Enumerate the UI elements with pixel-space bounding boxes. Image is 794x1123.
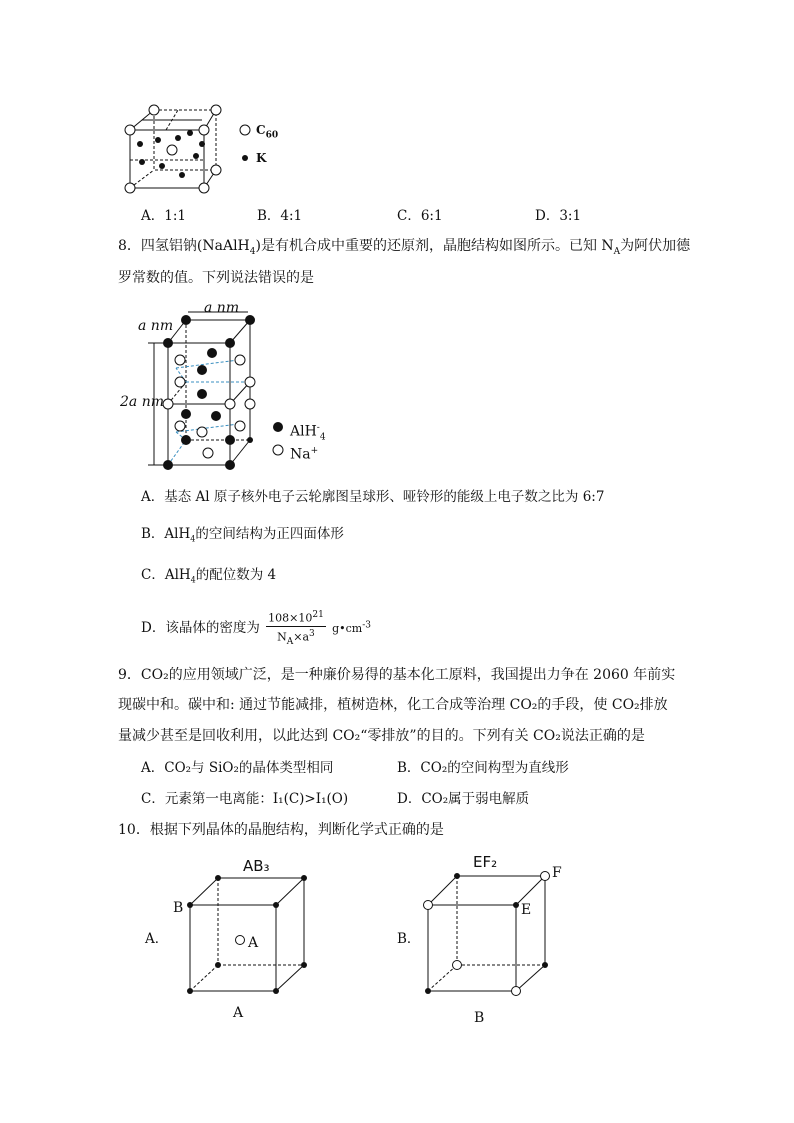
- q7-option-c[interactable]: C．6:1: [397, 208, 443, 224]
- q9-option-c[interactable]: C．元素第一电离能：I₁(C)>I₁(O): [141, 791, 349, 807]
- q7-crystal-figure: [118, 100, 358, 200]
- q8-density-fraction: $\frac{108\times 10^{21}}{N_A\times a^3}$: [268, 610, 324, 647]
- q7-legend-c60: $C_{60}$: [256, 123, 279, 141]
- q8-option-d[interactable]: D．该晶体的密度为 $\frac{108\times 10^{21}}{N_A\times a^3}$ $g•cm^{-3}$: [141, 610, 371, 647]
- q10-a-label-b: B: [173, 900, 184, 916]
- q8-label-a-top: a nm: [204, 300, 240, 316]
- q10-option-b[interactable]: B．: [397, 931, 421, 947]
- q9-stem-line1: 9．CO₂的应用领域广泛，是一种廉价易得的基本化工原料，我国提出力争在 2060 年前实: [118, 667, 676, 683]
- q8-legend-na: Na+: [290, 446, 319, 463]
- q10-figure-b: [420, 870, 560, 1000]
- q8-option-c[interactable]: C．AlH$_4$的配位数为 4: [141, 567, 277, 585]
- q10-stem: 10．根据下列晶体的晶胞结构，判断化学式正确的是: [118, 822, 444, 838]
- q9-option-b[interactable]: B．CO₂的空间构型为直线形: [397, 760, 569, 776]
- q7-legend-k: K: [256, 151, 267, 165]
- q8-stem-line2: 罗常数的值。下列说法错误的是: [118, 270, 314, 286]
- q8-option-b[interactable]: B．AlH$_4$的空间结构为正四面体形: [141, 526, 344, 544]
- q9-option-d[interactable]: D．CO₂属于弱电解质: [397, 791, 530, 807]
- q10-a-formula: AB₃: [243, 857, 270, 875]
- q10-a-label-a-bottom: A: [233, 1005, 244, 1021]
- q7-option-a[interactable]: A．1:1: [141, 208, 186, 224]
- q8-legend-alh4: AlH-$_4$: [290, 423, 326, 443]
- q10-b-formula: EF₂: [473, 853, 498, 871]
- q10-b-label-f: F: [552, 865, 562, 881]
- q9-stem-line3: 量减少甚至是回收利用，以此达到 CO₂“零排放”的目的。下列有关 CO₂说法正确的是: [118, 728, 645, 744]
- q7-option-b[interactable]: B．4:1: [257, 208, 303, 224]
- q10-option-a[interactable]: A．: [145, 931, 169, 947]
- q7-option-d[interactable]: D．3:1: [535, 208, 582, 224]
- q10-b-label-b-bottom: B: [474, 1010, 485, 1026]
- q9-stem-line2: 现碳中和。碳中和: 通过节能减排，植树造林，化工合成等治理 CO₂的手段，使 CO₂排放: [118, 697, 668, 713]
- q8-label-2a: 2a nm: [120, 394, 164, 410]
- q8-option-a[interactable]: A．基态 Al 原子核外电子云轮廓图呈球形、哑铃形的能级上电子数之比为 6:7: [141, 489, 605, 505]
- q10-b-label-e: E: [521, 902, 532, 918]
- q9-option-a[interactable]: A．CO₂与 SiO₂的晶体类型相同: [141, 760, 334, 776]
- q10-a-label-a-center: A: [248, 935, 259, 951]
- q8-stem-line1: 8．四氢铝钠(NaAlH$_4$)是有机合成中重要的还原剂，晶胞结构如图所示。已知 $N_A$为阿伏加德: [118, 238, 691, 257]
- q8-label-a-side: a nm: [138, 318, 174, 334]
